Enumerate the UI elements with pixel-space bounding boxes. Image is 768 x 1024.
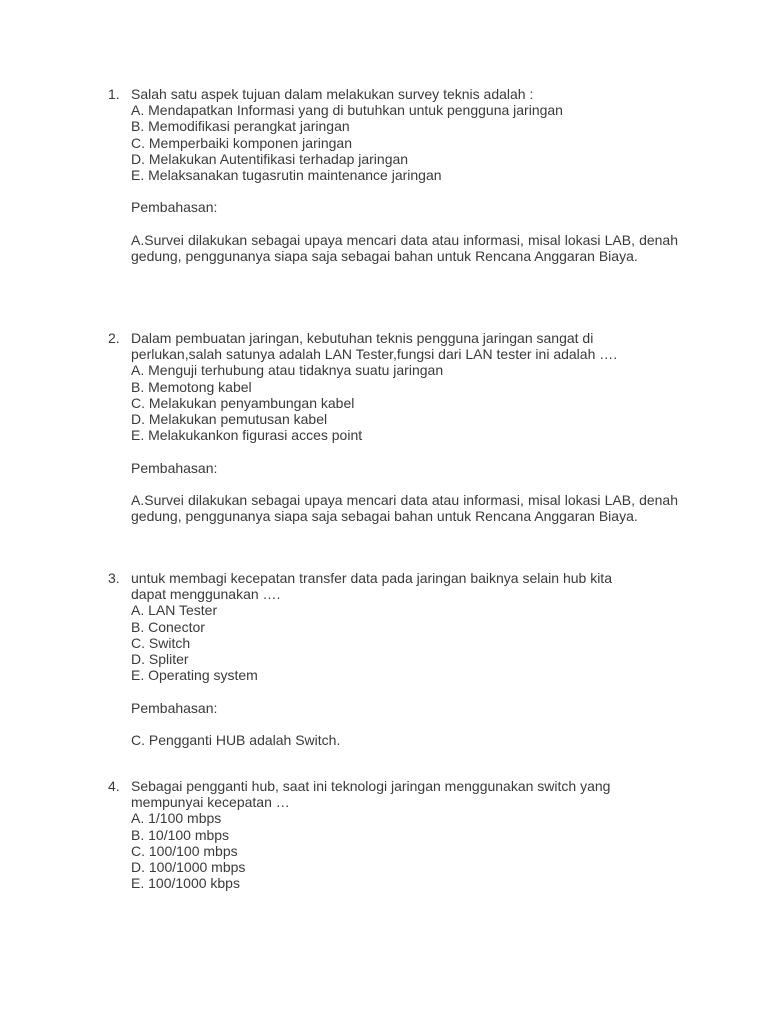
pembahasan-label: Pembahasan: — [131, 699, 218, 716]
option-b: B. Conector — [131, 618, 205, 635]
option-b: B. Memodifikasi perangkat jaringan — [131, 118, 350, 135]
question-body — [131, 330, 678, 524]
question-stem: mempunyai kecepatan … — [131, 794, 290, 811]
pembahasan-label: Pembahasan: — [131, 199, 218, 216]
question-number: 1. — [108, 86, 120, 102]
pembahasan-text: C. Pengganti HUB adalah Switch. — [131, 732, 341, 748]
question-2 — [108, 330, 678, 524]
option-d: D. Spliter — [131, 651, 189, 668]
option-a: A. LAN Tester — [131, 602, 218, 619]
question-body — [131, 570, 678, 748]
option-e: E. 100/1000 kbps — [131, 875, 240, 892]
question-number: 3. — [108, 570, 120, 586]
question-body — [131, 778, 678, 891]
option-e: E. Operating system — [131, 667, 258, 684]
question-stem: untuk membagi kecepatan transfer data pada jaringan baiknya selain hub kita — [131, 570, 612, 586]
question-stem: perlukan,salah satunya adalah LAN Tester,fungsi dari LAN tester ini adalah …. — [131, 346, 618, 363]
option-a: A. Mendapatkan Informasi yang di butuhkan untuk pengguna jaringan — [131, 102, 563, 119]
option-b: B. 10/100 mbps — [131, 826, 230, 843]
question-stem: dapat menggunakan …. — [131, 586, 281, 603]
option-c: C. Memperbaiki komponen jaringan — [131, 134, 352, 151]
question-4 — [108, 778, 678, 891]
question-number: 4. — [108, 778, 120, 794]
question-stem: Dalam pembuatan jaringan, kebutuhan teknis pengguna jaringan sangat di — [131, 330, 594, 346]
question-stem: Salah satu aspek tujuan dalam melakukan survey teknis adalah : — [131, 86, 534, 102]
option-c: C. Melakukan penyambungan kabel — [131, 394, 355, 411]
option-a: A. Menguji terhubung atau tidaknya suatu jaringan — [131, 362, 444, 379]
option-b: B. Memotong kabel — [131, 378, 252, 395]
question-body — [131, 86, 678, 264]
option-d: D. Melakukan Autentifikasi terhadap jaringan — [131, 150, 409, 167]
option-e: E. Melaksanakan tugasrutin maintenance jaringan — [131, 167, 442, 184]
option-c: C. 100/100 mbps — [131, 842, 238, 859]
pembahasan-text: A.Survei dilakukan sebagai upaya mencari data atau informasi, misal lokasi LAB, denah gedung, penggunanya siapa saja sebagai bahan untuk Rencana Anggaran Biaya. — [131, 231, 678, 264]
option-d: D. 100/1000 mbps — [131, 859, 246, 876]
question-1 — [108, 86, 678, 264]
option-d: D. Melakukan pemutusan kabel — [131, 411, 328, 428]
option-a: A. 1/100 mbps — [131, 810, 222, 827]
option-e: E. Melakukankon figurasi acces point — [131, 427, 363, 444]
option-c: C. Switch — [131, 634, 191, 651]
question-stem: Sebagai pengganti hub, saat ini teknologi jaringan menggunakan switch yang — [131, 778, 611, 794]
question-3 — [108, 570, 678, 748]
pembahasan-label: Pembahasan: — [131, 459, 218, 476]
pembahasan-text: A.Survei dilakukan sebagai upaya mencari data atau informasi, misal lokasi LAB, denah gedung, penggunanya siapa saja sebagai bahan untuk Rencana Anggaran Biaya. — [131, 492, 678, 525]
question-number: 2. — [108, 330, 120, 346]
